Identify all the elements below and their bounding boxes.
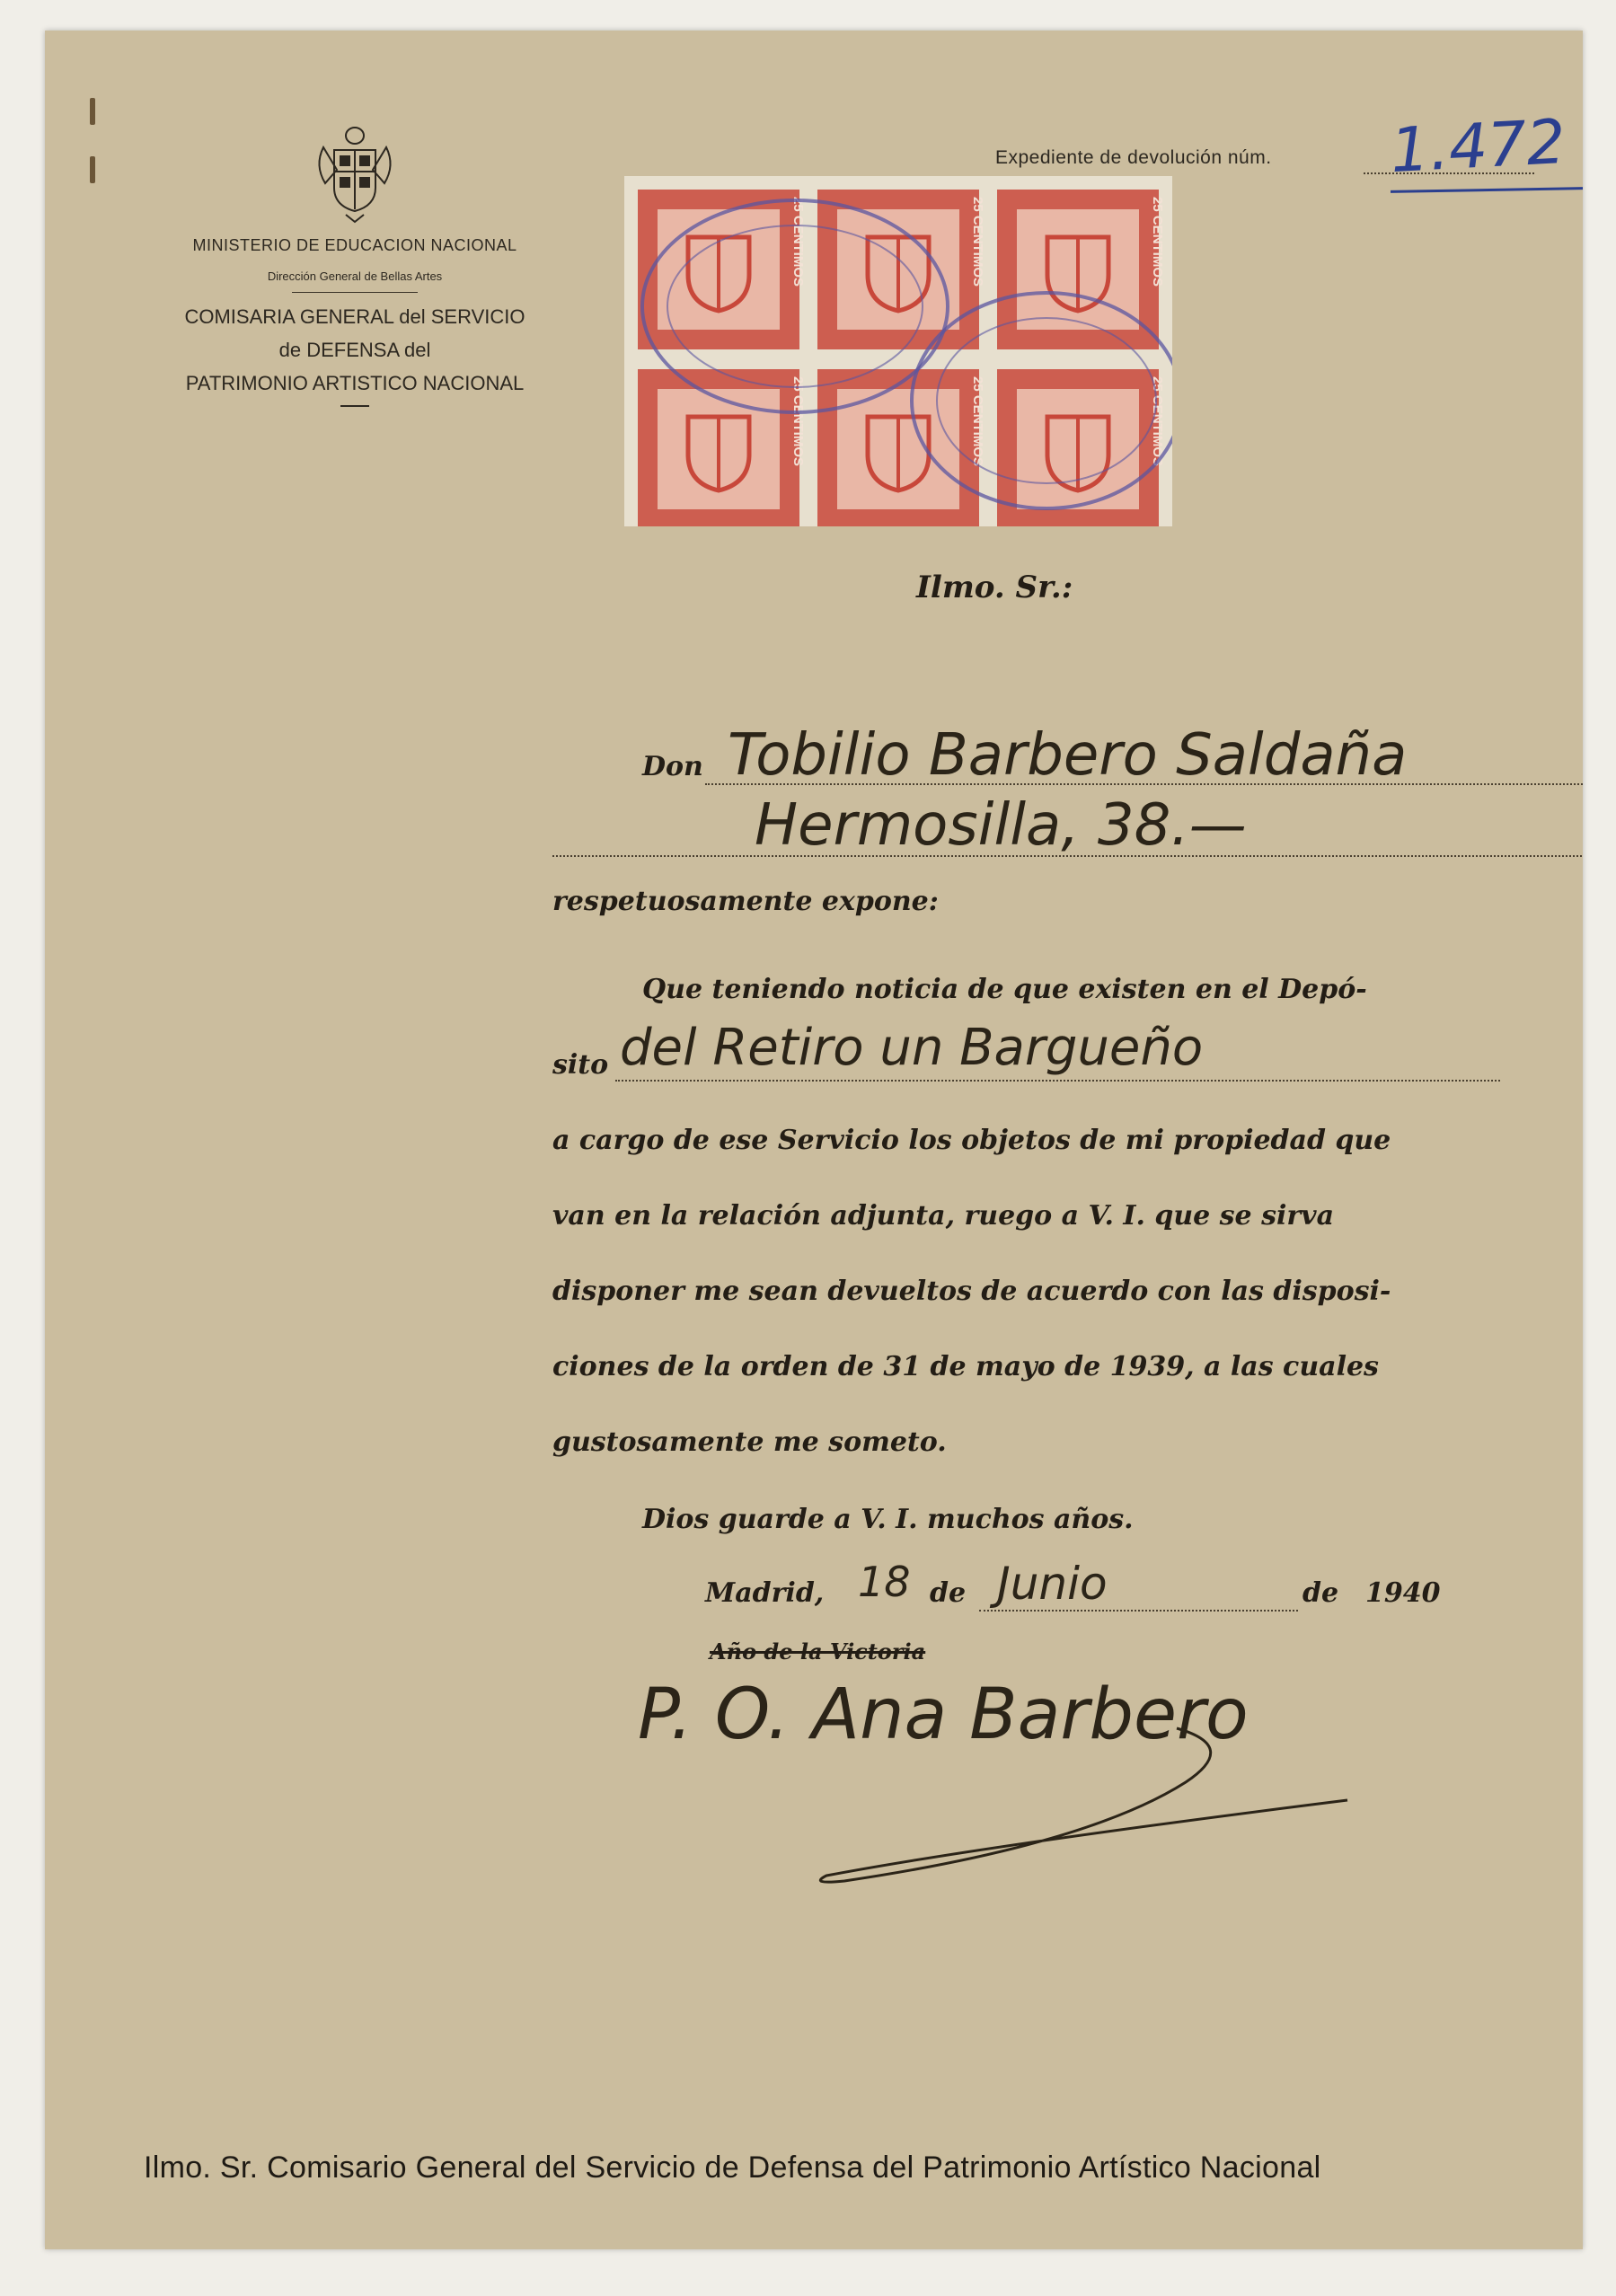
- expediente-number: 1.472: [1389, 106, 1567, 188]
- letterhead-rule: [292, 292, 418, 293]
- addressee-footer: Ilmo. Sr. Comisario General del Servicio de Defensa del Patrimonio Artístico Nacional: [144, 2150, 1321, 2185]
- signature-flourish: [790, 1710, 1383, 1890]
- stamp-sheet: [624, 176, 1172, 526]
- revenue-stamps: [624, 176, 1172, 526]
- revenue-stamp: [638, 369, 806, 526]
- commission-line-1: COMISARIA GENERAL del SERVICIO: [184, 305, 525, 328]
- signature-text: P. O. Ana Barbero: [638, 1674, 1249, 1755]
- paragraph-line-3: van en la relación adjunta, ruego a V. I. que se sirva: [552, 1200, 1335, 1232]
- paragraph-line-6: gustosamente me someto.: [552, 1426, 947, 1458]
- paragraph-line-5: ciones de la orden de 31 de mayo de 1939, a las cuales: [552, 1351, 1379, 1382]
- applicant-address: Hermosilla, 38.—: [755, 792, 1247, 859]
- date-day: 18: [858, 1558, 911, 1606]
- paragraph-line-4: disponer me sean devueltos de acuerdo con las disposi-: [552, 1276, 1391, 1307]
- commission-line-3: PATRIMONIO ARTISTICO NACIONAL: [185, 372, 525, 394]
- staple-marks: [85, 98, 100, 197]
- revenue-stamp: [817, 369, 985, 526]
- deposit-place: del Retiro un Bargueño: [620, 1019, 1204, 1077]
- paragraph-line-1: Que teniendo noticia de que existen en el Depó-: [642, 974, 1367, 1005]
- expediente-underline: [1391, 187, 1583, 193]
- place-dots: [615, 1080, 1500, 1082]
- closing-formula: Dios guarde a V. I. muchos años.: [642, 1504, 1134, 1535]
- commission-line-2: de DEFENSA del: [278, 339, 431, 361]
- stamp-value-text: 25 CENTIMOS: [1150, 376, 1165, 467]
- salutation: Ilmo. Sr.:: [916, 570, 1073, 605]
- month-dots: [979, 1610, 1298, 1612]
- revenue-stamp: [997, 369, 1165, 526]
- date-de-1: de: [930, 1577, 967, 1609]
- paragraph-line-2: a cargo de ese Servicio los objetos de mi propiedad que: [552, 1125, 1391, 1156]
- date-year: 1940: [1365, 1577, 1441, 1609]
- coat-of-arms-icon: [305, 116, 404, 224]
- date-de-2: de: [1303, 1577, 1339, 1609]
- sito-text: sito: [552, 1049, 609, 1081]
- stamp-value-text: 25 CENTIMOS: [970, 376, 985, 467]
- date-place: Madrid,: [705, 1577, 825, 1609]
- applicant-name: Tobilio Barbero Saldaña: [728, 722, 1408, 789]
- expediente-label: Expediente de devolución núm.: [995, 147, 1272, 168]
- stamp-value-text: 25 CENTIMOS: [790, 197, 806, 287]
- revenue-stamp: [997, 190, 1165, 349]
- ministry-name: MINISTERIO DE EDUCACION NACIONAL: [192, 236, 517, 254]
- stamp-value-text: 25 CENTIMOS: [790, 376, 806, 467]
- document-page: [45, 31, 1583, 2249]
- exposes-text: respetuosamente expone:: [552, 886, 939, 917]
- date-month: Junio: [997, 1558, 1108, 1610]
- letterhead-dash: [340, 405, 369, 407]
- letterhead: [162, 116, 548, 407]
- revenue-stamp: [817, 190, 985, 349]
- stamp-value-text: 25 CENTIMOS: [1150, 197, 1165, 287]
- struck-victory-year: Año de la Victoria: [710, 1638, 926, 1665]
- don-label: Don: [642, 751, 703, 782]
- direction-name: Dirección General de Bellas Artes: [267, 269, 443, 283]
- stamp-value-text: 25 CENTIMOS: [970, 197, 985, 287]
